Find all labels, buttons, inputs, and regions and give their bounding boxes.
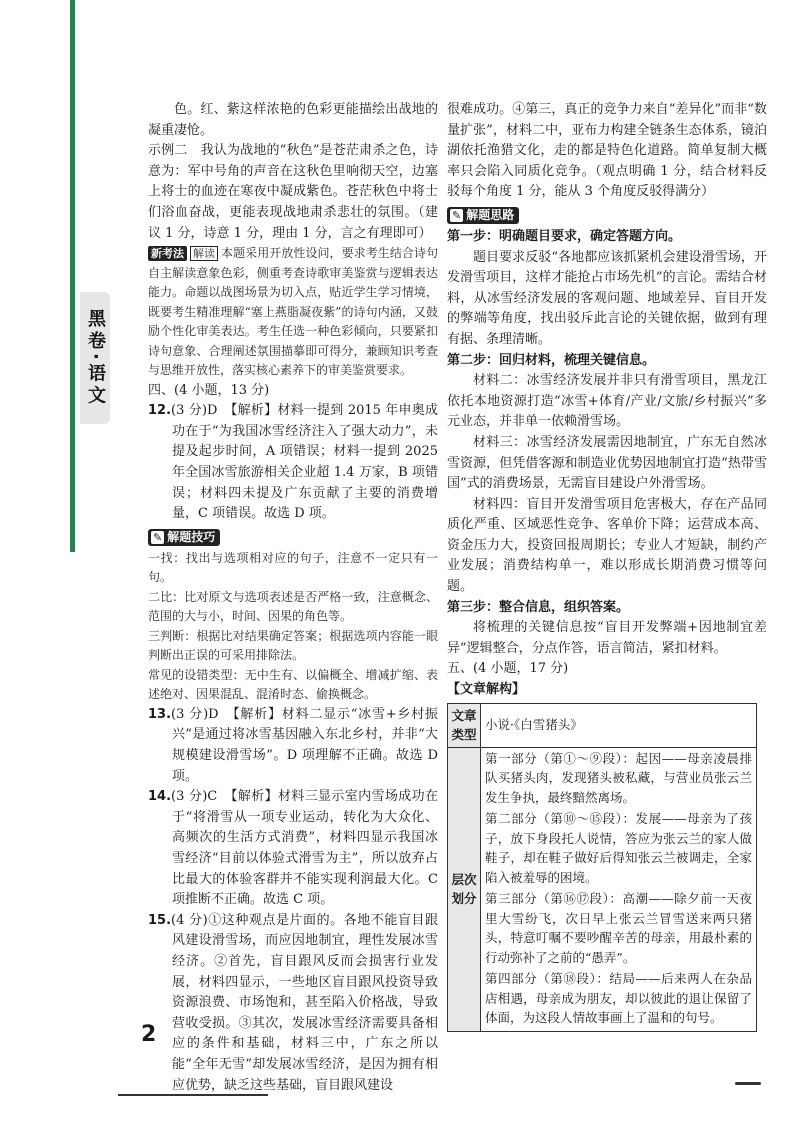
tips-1: 一找：找出与选项相对应的句子，注意不一定只有一句。: [148, 550, 438, 585]
structure-heading: 【文章解构】: [447, 682, 526, 698]
question-15: [148, 911, 438, 1096]
bottom-mark: [735, 1082, 761, 1085]
step-1-heading: 第一步：明确题目要求，确定答题方向。: [447, 228, 682, 244]
part-4: 第四部分（第⑱段）：结局——后来两人在杂品店相遇，母亲成为朋友，却以彼此的退让保留了体面，为这段人情故事画上了温和的句号。: [485, 971, 752, 1026]
question-13: [148, 705, 438, 787]
side-tab: [80, 292, 110, 424]
tips-title: 解题技巧: [167, 529, 216, 544]
pencil-icon: ✎: [153, 530, 163, 544]
section-four-heading: 四、(4 小题，13 分): [148, 382, 270, 398]
kaofa-note: [148, 244, 438, 381]
kaofa-text: 本题采用开放性设问，要求考生结合诗句自主解读意象色彩，侧重考查诗歌审美鉴赏与逻辑表达能力。命题以战图场景为切入点，贴近学生学习情境，既要考生精准理解“塞上燕脂凝夜紫”的诗句内涵，又鼓励个性化审美表达。考生任选一种色彩倾向，只要紧扣诗句意象、合理阐述氛围描摹即可得分，兼顾知识考查与思维开放性，落实核心素养下的审美鉴赏要求。: [148, 246, 438, 378]
article-type-label: 文章类型: [448, 703, 481, 747]
level-division-label: 层次划分: [448, 747, 481, 1031]
left-example-2: 示例二 我认为战地的“秋色”是苍茫肃杀之色，诗意为：军中号角的声音在这秋色里响彻天空，边塞上将士的血迹在寒夜中凝成紫色。苍茫秋色中将士们浴血奋战，更能表现战地肃杀悲壮的氛围。（建议 1 分，诗意 1 分，理由 1 分，言之有理即可）: [148, 143, 438, 241]
question-13-number: 13.: [148, 706, 172, 722]
part-2: 第二部分（第⑩～⑮段）：发展——母亲为了孩子，放下身段托人说情，答应为张云兰的家人做鞋子，却在鞋子做好后得知张云兰被调走，全家陷入被羞辱的困境。: [485, 811, 752, 885]
green-margin-bar: [70, 0, 75, 552]
step-1-text: 题目要求反驳“各地都应该抓紧机会建设滑雪场，开发滑雪项目，这样才能抢占市场先机”的言论。需结合材料，从冰雪经济发展的客观问题、地域差异、盲目开发的弊端等角度，找出驳斥此言论的关键依据，做到有理有据、条理清晰。: [447, 249, 767, 347]
left-paragraph-1: 色。红、紫这样浓艳的色彩更能描绘出战地的凝重凄怆。: [148, 102, 438, 138]
thinking-title: 解题思路: [466, 207, 515, 222]
question-14: [148, 787, 438, 911]
material-4: 材料四：盲目开发滑雪项目危害极大，存在产品同质化严重、区域恶性竞争、客单价下降；运营成本高、资金压力大，投资回报周期长；专业人才短缺，制约产业发展；消费结构单一，难以形成长期消费习惯等问题。: [447, 496, 767, 595]
new-exam-tag: 新考法: [148, 246, 187, 261]
tips-badge: [148, 529, 220, 546]
question-13-answer: (3 分)D 【解析】材料二显示“冰雪+乡村振兴”是通过将冰雪基因融入东北乡村，并非“大规模建设滑雪场”。D 项理解不正确。故选 D 项。: [171, 706, 438, 784]
table-row: [448, 747, 757, 1031]
question-15-answer: (4 分)①这种观点是片面的。各地不能盲目跟风建设滑雪场，而应因地制宜，理性发展冰雪经济。②首先，盲目跟风反而会损害行业发展，材料四显示，一些地区盲目跟风投资导致资源浪费、市场饱和，甚至陷入价格战，导致营收受损。③其次，发展冰雪经济需要具备相应的条件和基础，材料三中，广东之所以能“全年无雪”却发展冰雪经济，是因为拥有相应优势，缺乏这些基础，盲目跟风建设: [171, 912, 438, 1093]
pencil-icon: ✎: [452, 208, 462, 222]
article-type-value: 小说·《白雪猪头》: [481, 703, 757, 747]
question-12-answer: (3 分)D 【解析】材料一提到 2015 年申奥成功在于“为我国冰雪经济注入了强大动力”，未提及起步时间，A 项错误；材料一提到 2025 年全国冰雪旅游相关企业超 1.4 万家，B 项错误；材料四未提及广东贡献了主要的消费增量，C 项错误。故选 D 项。: [171, 403, 438, 522]
question-15-number: 15.: [148, 912, 172, 928]
level-division-content: [481, 747, 757, 1031]
part-3: 第三部分（第⑯⑰段）：高潮——除夕前一天夜里大雪纷飞，次日早上张云兰冒雪送来两只猪头，特意叮嘱不要吵醒辛苦的母亲，用最朴素的行动弥补了之前的“愚弄”。: [485, 891, 752, 965]
tips-3: 三判断：根据比对结果确定答案；根据选项内容能一眼判断出正误的可采用排除法。: [148, 628, 438, 663]
structure-table: [447, 703, 757, 1032]
side-tab-label: 黑卷·语文: [85, 308, 106, 408]
bottom-rule: [118, 1094, 268, 1096]
step-3-heading: 第三步：整合信息，组织答案。: [447, 599, 630, 615]
interpretation-tag: 解读: [190, 246, 218, 261]
material-2: 材料二：冰雪经济发展并非只有滑雪项目，黑龙江依托本地资源打造“冰雪+体育/产业/文旅/乡村振兴”多元业态，并非单一依赖滑雪场。: [447, 373, 767, 430]
right-paragraph-1: 很难成功。④第三，真正的竞争力来自“差异化”而非“数量扩张”，材料二中，亚布力构建全链条生态体系，镜泊湖依托渔猎文化，走的都是特色化道路。简单复制大概率只会陷入同质化竞争。（观点明确 1 分，结合材料反驳每个角度 1 分，能从 3 个角度反驳得满分）: [447, 102, 767, 200]
part-1: 第一部分（第①～⑨段）：起因——母亲凌晨排队买猪头肉，发现猪头被私藏，与营业员张云兰发生争执，最终黯然离场。: [485, 750, 752, 805]
right-column: [447, 100, 767, 1032]
question-14-number: 14.: [148, 789, 172, 805]
table-row: [448, 703, 757, 747]
tips-4: 常见的设错类型：无中生有、以偏概全、增减扩缩、表述绝对、因果混乱、混淆时态、偷换概念。: [148, 667, 438, 702]
question-14-answer: (3 分)C 【解析】材料三显示室内雪场成功在于“将滑雪从一项专业运动，转化为大众化、高频次的生活方式消费”，材料四显示我国冰雪经济“目前以体验式滑雪为主”，所以放弃占比最大的体验客群并不能实现利润最大化。C 项推断不正确。故选 C 项。: [171, 789, 438, 908]
material-3: 材料三：冰雪经济发展需因地制宜，广东无自然冰雪资源，但凭借客源和制造业优势因地制宜打造“热带雪国”式的消费场景，无需盲目建设户外滑雪场。: [447, 434, 767, 492]
page-number: 2: [141, 1022, 157, 1047]
step-2-heading: 第二步：回归材料，梳理关键信息。: [447, 352, 656, 368]
thinking-badge: [447, 207, 519, 224]
tips-2: 二比：比对原文与选项表述是否严格一致，注意概念、范围的大与小，时间、因果的角色等。: [148, 589, 438, 624]
question-12-number: 12.: [148, 403, 172, 419]
section-five-heading: 五、(4 小题，17 分): [447, 661, 569, 677]
left-column: [148, 100, 438, 1096]
step-3-text: 将梳理的关键信息按“盲目开发弊端+因地制宜差异”逻辑整合，分点作答，语言简洁，紧扣材料。: [447, 620, 767, 656]
question-12: [148, 401, 438, 525]
